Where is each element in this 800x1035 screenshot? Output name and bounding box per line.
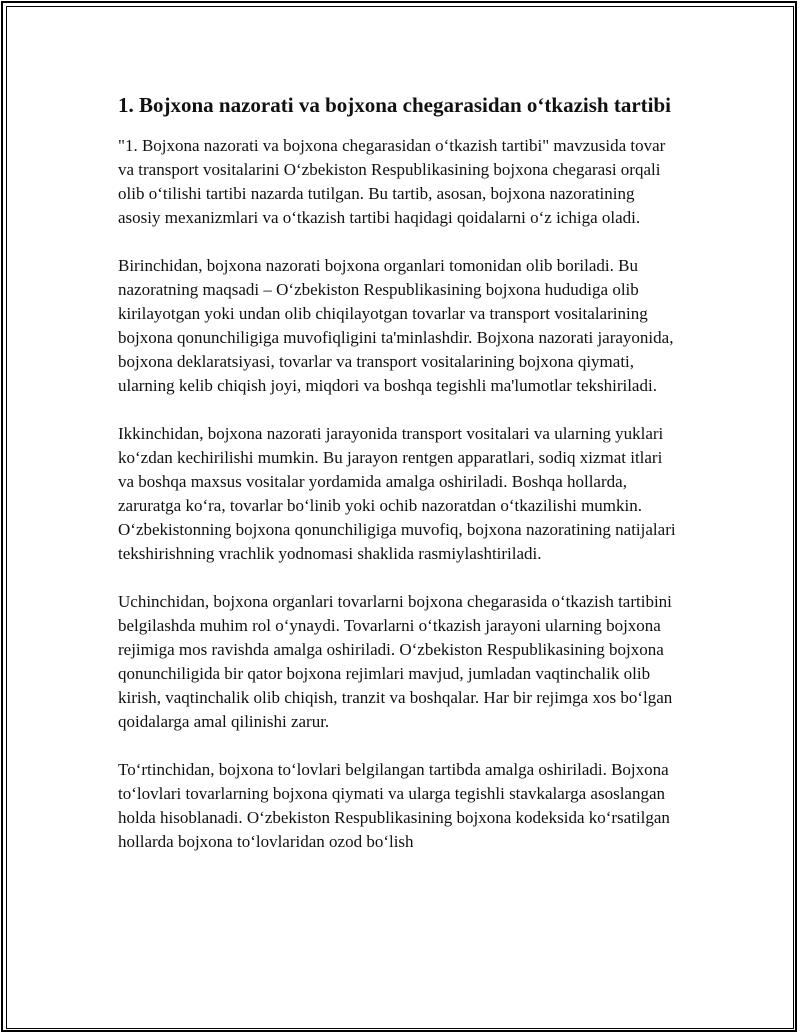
paragraph-first: Birinchidan, bojxona nazorati bojxona organlari tomonidan olib boriladi. Bu nazoratning maqsadi – O‘zbekiston Respublikasining bojxona hududiga olib kirilayotgan yoki undan olib chiqilayotgan tovarlar va transport vositalarining bojxona qonunchiligiga muvofiqligini ta'minlashdir. Bojxona nazorati jarayonida, bojxona deklaratsiyasi, tovarlar va transport vositalarining bojxona qiymati, ularning kelib chiqish joyi, miqdori va boshqa tegishli ma'lumotlar tekshiriladi. — [118, 256, 674, 395]
paragraph-third: Uchinchidan, bojxona organlari tovarlarni bojxona chegarasida o‘tkazish tartibini belgilashda muhim rol o‘ynaydi. Tovarlarni o‘tkazish jarayoni ularning bojxona rejimiga mos ravishda amalga oshiriladi. O‘zbekiston Respublikasining bojxona qonunchiligida bir qator bojxona rejimlari mavjud, jumladan vaqtinchalik olib kirish, vaqtinchalik olib chiqish, tranzit va boshqalar. Har bir rejimga xos bo‘lgan qoidalarga amal qilinishi zarur. — [118, 592, 673, 731]
paragraph-intro: "1. Bojxona nazorati va bojxona chegarasidan o‘tkazish tartibi" mavzusida tovar va transport vositalarini O‘zbekiston Respublikasining bojxona chegarasi orqali olib o‘tilishi tartibi nazarda tutilgan. Bu tartib, asosan, bojxona nazoratining asosiy mexanizmlari va o‘tkazish tartibi haqidagi qoidalarni o‘z ichiga oladi. — [118, 136, 666, 227]
document-title: 1. Bojxona nazorati va bojxona chegarasidan o‘tkazish tartibi — [118, 93, 672, 117]
document-body — [118, 92, 678, 878]
paragraph-fourth: To‘rtinchidan, bojxona to‘lovlari belgilangan tartibda amalga oshiriladi. Bojxona to‘lovlari tovarlarning bojxona qiymati va ularga tegishli stavkalarga asoslangan holda hisoblanadi. O‘zbekiston Respublikasining bojxona kodeksida ko‘rsatilgan hollarda bojxona to‘lovlaridan ozod bo‘lish — [118, 760, 670, 851]
paragraph-second: Ikkinchidan, bojxona nazorati jarayonida transport vositalari va ularning yuklari ko‘zdan kechirilishi mumkin. Bu jarayon rentgen apparatlari, sodiq xizmat itlari va boshqa maxsus vositalar yordamida amalga oshiriladi. Boshqa hollarda, zaruratga ko‘ra, tovarlar bo‘linib yoki ochib nazoratdan o‘tkazilishi mumkin. O‘zbekistonning bojxona qonunchiligiga muvofiq, bojxona nazoratining natijalari tekshirishning vrachlik yodnomasi shaklida rasmiylashtiriladi. — [118, 424, 676, 563]
